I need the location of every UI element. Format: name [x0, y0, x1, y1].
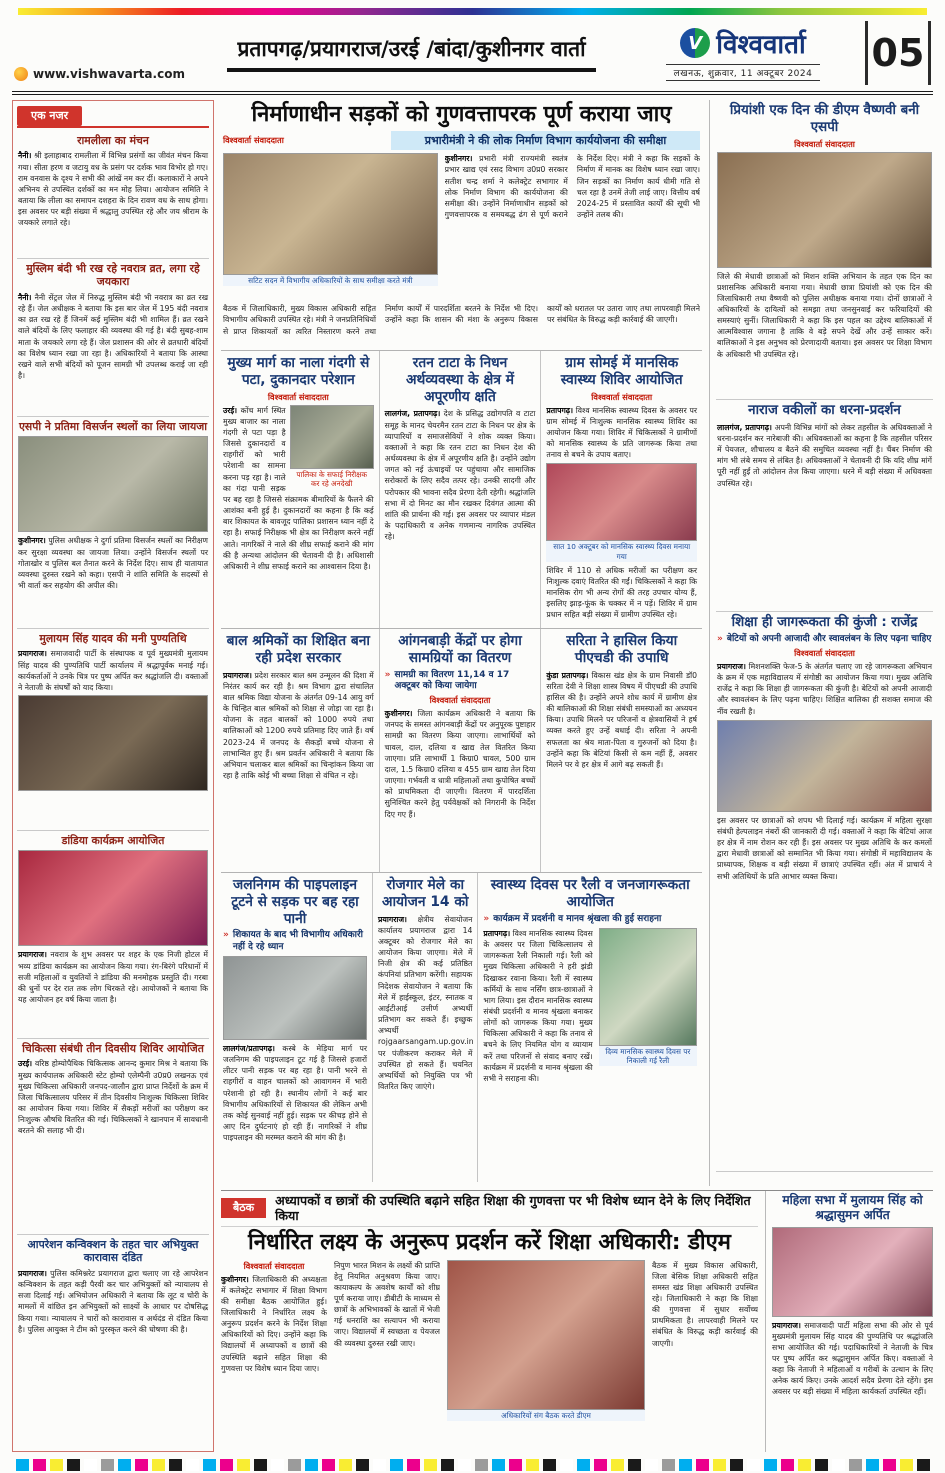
print-bar-cell [305, 1459, 318, 1471]
print-bar-cell [798, 1459, 811, 1471]
print-bar-cell [679, 1459, 692, 1471]
article-swasthya-rally [477, 873, 702, 1182]
article-title: सरिता ने हासिल किया पीएचडी की उपाधि [566, 633, 678, 666]
body-text: जिला कार्यक्रम अधिकारी ने बताया कि जनपद के समस्त आंगनबाड़ी केंद्रों पर अनुपूरक पुष्टाहार सामग्री का वितरण किया जाएगा। लाभार्थियों को चावल, दाल, दलिया व खाद्य तेल वितरित किया जाएगा। प्रति लाभार्थी 1 किग्रा0 चावल, 500 ग्राम दाल, 1.5 किग्रा0 दलिया व 455 ग्राम खाद्य तेल दिया जाएगा। गर्भवती व धात्री महिलाओं तथा कुपोषित बच्चों को प्राथमिकता दी जाएगी। वितरण में पारदर्शिता सुनिश्चित करने हेतु पर्यवेक्षकों को निगरानी के निर्देश दिए गए हैं। [384, 709, 536, 819]
print-bar-cell [577, 1459, 590, 1471]
print-bar-cell [16, 1459, 29, 1471]
article-title: रतन टाटा के निधन अर्थव्यवस्था के क्षेत्र में अपूरणीय क्षति [406, 355, 514, 405]
article-body [18, 292, 208, 381]
byline: विश्ववार्ता संवाददाता [591, 391, 653, 402]
print-bar-cell [458, 1459, 471, 1471]
article-title: मुलायम सिंह यादव की मनी पुण्यतिथि [39, 632, 187, 645]
masthead-brand [629, 21, 857, 85]
print-bar-cell [900, 1459, 913, 1471]
article-body [717, 422, 932, 489]
bullet-text: बेटियों को अपनी आजादी और स्वावलंबन के लिए पढ़ना चाहिए [726, 633, 932, 644]
article-title: महिला सभा में मुलायम सिंह को श्रद्धासुमन अर्पित [782, 1193, 923, 1223]
health-rally-photo [599, 928, 697, 1046]
middle-section [221, 100, 702, 1186]
dateline-place: नैनी। [18, 151, 32, 161]
dateline-place: लालगंज, प्रतापगढ़। [717, 422, 772, 432]
kicker-highlight: प्रभारीमंत्री ने की लोक निर्माण विभाग कार्ययोजना की समीक्षा [391, 131, 700, 150]
article-body-continued: इस अवसर पर छात्राओं को शपथ भी दिलाई गई। कार्यक्रम में महिला सुरक्षा संबंधी हेल्पलाइन नंबरों की जानकारी दी गई। वक्ताओं ने कहा कि बेटियां आज हर क्षेत्र में नाम रोशन कर रही हैं। इस अवसर पर मुख्य अतिथि के कर कमलों द्वारा मेधावी छात्राओं को सम्मानित भी किया गया। संगोष्ठी में महाविद्यालय के प्राध्यापक, शिक्षक व बड़ी संख्या में छात्राएं उपस्थित रहीं। अंत में प्राचार्य ने सभी अतिथियों के प्रति आभार व्यक्त किया। [717, 815, 932, 881]
print-bar-cell [849, 1459, 862, 1471]
article-title: डांडिया कार्यक्रम आयोजित [61, 834, 165, 847]
dateline-place: प्रयागराज। [717, 662, 746, 671]
bottom-headline: निर्धारित लक्ष्य के अनुरूप प्रदर्शन करें शिक्षा अधिकारी: डीएम [248, 1230, 731, 1256]
article-title: नाराज वकीलों का धरना-प्रदर्शन [748, 403, 901, 418]
dandiya-photo [18, 850, 208, 946]
article-body-continued: बैठक में जिलाधिकारी, मुख्य विकास अधिकारी सहित विभागीय अधिकारी उपस्थित रहे। मंत्री ने जनप्रतिनिधियों से प्राप्त शिकायतों का त्वरित निस्तारण करने तथा निर्माण कार्यों में पारदर्शिता बरतने के निर्देश भी दिए। उन्होंने कहा कि शासन की मंशा के अनुरूप विकास कार्यों को धरातल पर उतारा जाए तथा लापरवाही मिलने पर संबंधित के विरुद्ध कड़ी कार्रवाई की जाएगी। [223, 304, 700, 336]
site-logo-icon [14, 67, 28, 81]
seminar-group-photo [717, 720, 932, 812]
print-bar-cell [220, 1459, 233, 1471]
article-title: बाल श्रमिकों का शिक्षित बना रही प्रदेश सरकार [226, 633, 370, 666]
brand-row [680, 25, 805, 61]
print-bar-cell [424, 1459, 437, 1471]
one-day-officer-photo [717, 152, 932, 268]
middle-row-2 [221, 350, 702, 628]
print-bar-cell [747, 1459, 760, 1471]
main-headline: निर्माणाधीन सड़कों को गुणवत्तापरक पूर्ण कराया जाए [251, 102, 672, 127]
article-title: ग्राम सोमई में मानसिक स्वास्थ्य शिविर आयोजित [560, 355, 683, 388]
body-text: क्षेत्रीय सेवायोजन कार्यालय प्रयागराज द्वारा 14 अक्टूबर को रोजगार मेले का आयोजन किया जाएगा। मेले में निजी क्षेत्र की कई प्रतिष्ठित कंपनियां प्रतिभाग करेंगी। सहायक निदेशक सेवायोजन ने बताया कि मेले में हाईस्कूल, इंटर, स्नातक व आईटीआई उत्तीर्ण अभ्यर्थी प्रतिभाग कर सकते हैं। इच्छुक अभ्यर्थी rojgaarsangam.up.gov.in पर पंजीकरण कराकर मेले में उपस्थित हो सकते हैं। चयनित अभ्यर्थियों को नियुक्ति पत्र भी वितरित किए जाएंगे। [378, 914, 474, 1091]
article-title: जलनिगम की पाइपलाइन टूटने से सड़क पर बह रहा पानी [231, 877, 359, 927]
bottom-band [221, 1190, 933, 1452]
article-shiksha-kunji [716, 612, 933, 1172]
bullet-text: शिकायत के बाद भी विभागीय अधिकारी नहीं दे रहे ध्यान [232, 930, 363, 952]
print-bar-cell [84, 1459, 97, 1471]
masthead [12, 19, 933, 95]
article-body: जिले की मेधावी छात्राओं को मिशन शक्ति अभियान के तहत एक दिन का प्रशासनिक अधिकारी बनाया गया। मेधावी छात्रा प्रियांशी को एक दिन की जिलाधिकारी तथा वैष्णवी को पुलिस अधीक्षक बनाया गया। दोनों छात्राओं ने अधिकारियों के दायित्वों को समझा तथा जनसुनवाई कर फरियादियों की समस्याएं सुनीं। जिलाधिकारी ने कहा कि इस पहल का उद्देश्य बालिकाओं में आत्मविश्वास जगाना है ताकि वे बड़े सपने देखें और उन्हें साकार करें। बालिकाओं ने इस अनुभव को प्रेरणादायी बताया। इस अवसर पर शिक्षा विभाग के अधिकारी भी उपस्थित रहे। [717, 271, 932, 359]
body-text: जिलाधिकारी की अध्यक्षता में कलेक्ट्रेट सभागार में शिक्षा विभाग की समीक्षा बैठक आयोजित हुई। जिलाधिकारी ने निर्धारित लक्ष्य के अनुरूप प्रदर्शन करने के निर्देश शिक्षा अधिकारियों को दिए। उन्होंने कहा कि विद्यालयों में अध्यापकों व छात्रों की उपस्थिति बढ़ाने सहित शिक्षा की गुणवत्ता पर विशेष ध्यान दिया जाए। [221, 1274, 327, 1373]
pipeline-leak-photo [223, 956, 367, 1040]
print-bar-cell [713, 1459, 726, 1471]
middle-row-3 [221, 628, 702, 872]
body-text: समाजवादी पार्टी महिला सभा की ओर से पूर्व मुख्यमंत्री मुलायम सिंह यादव की पुण्यतिथि पर श्रद्धांजलि सभा आयोजित की गई। पदाधिकारियों ने नेताजी के चित्र पर पुष्प अर्पित कर श्रद्धासुमन अर्पित किए। वक्ताओं ने कहा कि नेताजी ने महिलाओं व गरीबों के उत्थान के लिए अनेक कार्य किए। उनके आदर्श सदैव प्रेरणा देते रहेंगे। इस अवसर पर बड़ी संख्या में महिला कार्यकर्ता उपस्थित रहीं। [772, 1320, 933, 1397]
section-label: एक नजर [17, 106, 82, 126]
print-bar-cell [390, 1459, 403, 1471]
website-url: www.vishwavarta.com [33, 67, 185, 81]
print-bar-cell [186, 1459, 199, 1471]
dateline-place: उरई। [18, 1059, 33, 1069]
print-bar-cell [356, 1459, 369, 1471]
dateline-place: प्रयागराज। [378, 914, 407, 924]
highlight-bullet [385, 670, 536, 693]
dateline-place: प्रयागराज। [18, 1268, 47, 1278]
print-color-strip-bottom [12, 1457, 933, 1473]
article-title: आंगनबाड़ी केंद्रों पर होगा सामग्रियों का वितरण [398, 633, 522, 666]
dm-meeting-figure [447, 1260, 645, 1448]
tribute-photo [18, 695, 208, 791]
print-bar-cell [152, 1459, 165, 1471]
highlight-bullet [483, 914, 697, 925]
byline: विश्ववार्ता संवाददाता [243, 1260, 305, 1271]
photo-caption: अधिकारियों संग बैठक करते डीएम [447, 1410, 645, 1421]
main-column [221, 100, 933, 1452]
print-bar-cell [560, 1459, 573, 1471]
article-title: रोजगार मेले का आयोजन 14 को [381, 877, 469, 910]
body-text: विश्व मानसिक स्वास्थ्य दिवस के अवसर पर ग्राम सोमई में निःशुल्क मानसिक स्वास्थ्य शिविर का आयोजन किया गया। शिविर में चिकित्सकों ने ग्रामीणों को मानसिक स्वास्थ्य के प्रति जागरूक किया तथा तनाव से बचने के उपाय बताए। [546, 405, 698, 460]
article-title: रामलीला का मंचन [77, 134, 149, 147]
print-bar-cell [662, 1459, 675, 1471]
article-chikitsa-shivir [17, 1039, 209, 1235]
body-text: वरिष्ठ होम्योपैथिक चिकित्सक आनन्द कुमार मिश्र ने बताया कि मुख्य कार्यपालक अधिकारी स्टेट होम्यो एलेम्पैनी उ0प्र0 लखनऊ एवं मुख्य चिकित्सा अधिकारी जनपद-जालौन द्वारा प्राप्त निर्देशों के क्रम में जिला चिकित्सालय परिसर में तीन दिवसीय निःशुल्क चिकित्सा शिविर का आयोजन किया गया। शिविर में सैकड़ों मरीजों का परीक्षण कर निःशुल्क औषधि वितरित की गई। चिकित्सकों ने खानपान में सावधानी बरतने की सलाह भी दी। [18, 1059, 208, 1136]
article-sp-visarjan [17, 417, 209, 629]
article-body [223, 670, 374, 782]
print-bar-cell [339, 1459, 352, 1471]
print-bar-cell [373, 1459, 386, 1471]
byline: विश्ववार्ता संवाददाता [794, 138, 855, 149]
article-ramlila [17, 131, 209, 259]
article-sarita-phd [540, 629, 702, 872]
bottom-col-3 [652, 1260, 758, 1448]
swasthya-row [483, 928, 697, 1084]
dateline-place: प्रतापगढ़। [546, 405, 574, 415]
print-bar-cell [101, 1459, 114, 1471]
article-body [445, 153, 700, 299]
bullet-chevron-icon: » [717, 633, 723, 644]
body-text: प्रदेश सरकार बाल श्रम उन्मूलन की दिशा में निरंतर कार्य कर रही है। श्रम विभाग द्वारा संचालित बाल श्रमिक विद्या योजना के अंतर्गत 09-14 आयु वर्ग के चिन्हित बाल श्रमिकों को शिक्षा से जोड़ा जा रहा है। योजना के तहत बालकों को 1000 रुपये तथा बालिकाओं को 1200 रुपये प्रतिमाह दिए जाते हैं। वर्ष 2023-24 में जनपद के सैकड़ों बच्चे योजना से लाभान्वित हुए हैं। श्रम प्रवर्तन अधिकारी ने बताया कि अभियान चलाकर बाल श्रमिकों का चिन्हांकन किया जा रहा है ताकि कोई भी बच्चा शिक्षा से वंचित न रहे। [223, 670, 374, 781]
article-body [223, 1043, 367, 1143]
rally-figure [599, 928, 697, 1084]
bullet-chevron-icon: » [483, 913, 490, 924]
body-text: अपनी विभिन्न मांगों को लेकर तहसील के अधिवक्ताओं ने धरना-प्रदर्शन कर नारेबाजी की। अधिवक्ताओं का कहना है कि तहसील परिसर में पेयजल, शौचालय व बैठने की समुचित व्यवस्था नहीं है। चैंबर निर्माण की मांग भी लंबे समय से लंबित है। अधिवक्ताओं ने चेतावनी दी कि यदि शीघ्र मांगें पूरी नहीं हुईं तो आंदोलन तेज किया जाएगा। धरने में बड़ी संख्या में अधिवक्ता उपस्थित रहे। [717, 422, 932, 488]
middle-row-4 [221, 872, 702, 1182]
article-body [18, 1058, 208, 1136]
print-bar-cell [203, 1459, 216, 1471]
print-bar-cell [254, 1459, 267, 1471]
article-nala [221, 351, 379, 628]
article-body [772, 1320, 933, 1398]
body-text: नवरात्र के शुभ अवसर पर शहर के एक निजी होटल में भव्य डांडिया कार्यक्रम का आयोजन किया गया। रंग-बिरंगे परिधानों में सजी महिलाओं व युवतियों ने डांडिया की मनमोहक प्रस्तुति दी। गरबा की धुनों पर देर रात तक लोग थिरकते रहे। आयोजकों ने बताया कि यह आयोजन हर वर्ष किया जाता है। [18, 950, 208, 1005]
article-mahila-sabha [765, 1191, 933, 1452]
print-bar-cell [50, 1459, 63, 1471]
article-body [483, 928, 592, 1084]
print-bar-cell [594, 1459, 607, 1471]
article-title: आपरेशन कन्विक्शन के तहत चार अभियुक्त कारावास दंडित [27, 1238, 199, 1265]
body-text: देश के प्रसिद्ध उद्योगपति व टाटा समूह के मानद चेयरमैन रतन टाटा के निधन पर क्षेत्र के व्यापारियों व समाजसेवियों ने शोक व्यक्त किया। वक्ताओं ने कहा कि रतन टाटा का निधन देश की अर्थव्यवस्था के क्षेत्र में अपूरणीय क्षति है। उन्होंने उद्योग जगत को नई ऊंचाइयों पर पहुंचाया और सामाजिक सरोकारों के लिए सदैव तत्पर रहे। उनकी सादगी और परोपकार की भावना सदैव प्रेरणा देती रहेगी। श्रद्धांजलि सभा में दो मिनट का मौन रखकर दिवंगत आत्मा की शांति की प्रार्थना की गई। इस अवसर पर व्यापार मंडल के पदाधिकारी व अनेक गणमान्य नागरिक उपस्थित रहे। [384, 409, 536, 542]
right-rail [709, 100, 933, 1186]
print-bar-cell [611, 1459, 624, 1471]
dateline-place: प्रतापगढ़। [483, 928, 511, 938]
masthead-left [14, 21, 194, 85]
article-body [385, 408, 536, 542]
article-title: प्रियांशी एक दिन की डीएम वैष्णवी बनी एसपी [729, 103, 920, 135]
photo-caption: दिव्य मानसिक स्वास्थ्य दिवस पर निकाली गई रैली [599, 1046, 697, 1066]
nala-figure [290, 405, 374, 489]
bullet-chevron-icon: » [223, 930, 229, 941]
dateline-place: प्रयागराज। [18, 649, 47, 659]
article-bal-shramik [221, 629, 379, 872]
article-body [717, 661, 932, 717]
print-bar-cell [288, 1459, 301, 1471]
brand-logo-icon: V [680, 28, 710, 58]
print-bar-cell [509, 1459, 522, 1471]
print-bar-cell [135, 1459, 148, 1471]
dateline-place: कुशीनगर। [221, 1274, 249, 1284]
article-dm-meeting [221, 1191, 758, 1452]
bullet-text: सामग्री का वितरण 11,14 व 17 अक्टूबर को किया जायेगा [394, 669, 510, 691]
print-bar-cell [764, 1459, 777, 1471]
meeting-strip [221, 1191, 758, 1227]
article-title: मुख्य मार्ग का नाला गंदगी से पटा, दुकानदार परेशान [227, 355, 370, 388]
dateline-place: प्रयागराज। [223, 670, 252, 680]
dateline-place: प्रयागराज। [18, 950, 47, 960]
body-text: विकास खंड क्षेत्र के ग्राम निवासी डॉ0 सरिता देवी ने शिक्षा शास्त्र विषय में पीएचडी की उपाधि हासिल की है। उन्होंने अपने शोध कार्य में ग्रामीण क्षेत्र की बालिकाओं की शिक्षा संबंधी समस्याओं का अध्ययन किया। उपाधि मिलने पर परिजनों व क्षेत्रवासियों ने हर्ष व्यक्त करते हुए उन्हें बधाई दी। सरिता ने अपनी सफलता का श्रेय माता-पिता व गुरुजनों को दिया है। उन्होंने कहा कि बेटियां किसी से कम नहीं हैं, अवसर मिलने पर वे हर क्षेत्र में आगे बढ़ सकती हैं। [546, 670, 698, 769]
health-camp-photo [546, 463, 697, 541]
article-mulayam-punyatithi [17, 629, 209, 831]
bottom-columns [221, 1260, 758, 1448]
dateline-place: लालगंज, प्रतापगढ़। [384, 409, 441, 419]
article-muslim-bandi [17, 259, 209, 417]
print-bar-cell [407, 1459, 420, 1471]
print-bar-cell [169, 1459, 182, 1471]
drain-garbage-photo [290, 405, 374, 469]
article-title: स्वास्थ्य दिवस पर रैली व जनजागरूकता आयोजित [490, 877, 690, 910]
left-rail [12, 100, 214, 1452]
bullet-chevron-icon: » [384, 669, 391, 680]
body-text: कोंच मार्ग स्थित मुख्य बाजार का नाला गंदगी से पटा पड़ा है जिससे दुकानदारों व राहगीरों को भारी परेशानी का सामना करना पड़ रहा है। नाले का गंदा पानी सड़क पर बह रहा है जिससे संक्रामक बीमारियों के फैलने की आशंका बनी हुई है। दुकानदारों का कहना है कि कई बार शिकायत के बावजूद पालिका प्रशासन ध्यान नहीं दे रहा है। सफाई निरीक्षक भी क्षेत्र का निरीक्षण करने नहीं आते। नागरिकों ने नाले की शीघ्र सफाई कराने की मांग की है अन्यथा आंदोलन की चेतावनी दी है। अधिशासी अधिकारी ने शीघ्र सफाई कराने का आश्वासन दिया है। [223, 405, 374, 571]
print-bar-cell [441, 1459, 454, 1471]
article-body [18, 949, 208, 1005]
article-ratan-tata [379, 351, 541, 628]
bullet-text: कार्यक्रम में प्रदर्शनी व मानव श्रृंखला की हुई सराहना [493, 913, 662, 924]
print-bar-cell [866, 1459, 879, 1471]
region-title: प्रतापगढ़/प्रयागराज/उरई /बांदा/कुशीनगर वार्ता [227, 35, 595, 72]
print-bar-cell [67, 1459, 80, 1471]
dateline: लखनऊ, शुक्रवार, 11 अक्टूबर 2024 [666, 64, 821, 81]
body-text: कस्बे के मेड़िया मार्ग पर जलनिगम की पाइपलाइन टूट गई है जिससे हजारों लीटर पानी सड़क पर बह रहा है। पानी भरने से राहगीरों व वाहन चालकों को आवागमन में भारी परेशानी हो रही है। स्थानीय लोगों ने कई बार विभागीय अधिकारियों से शिकायत की लेकिन अभी तक कोई सुनवाई नहीं हुई। सड़क पर कीचड़ होने से आए दिन दुर्घटनाएं हो रही हैं। नागरिकों ने शीघ्र पाइपलाइन की मरम्मत कराने की मांग की है। [223, 1043, 368, 1143]
body-text: श्री इलाहाबाद रामलीला में विभिन्न प्रसंगों का जीवंत मंचन किया गया। सीता हरण व जटायु वध के प्रसंग पर दर्शक भाव विभोर हो गए। राम वनवास के दृश्य ने सभी की आंखें नम कर दीं। कलाकारों ने अपने अभिनय से उपस्थित दर्शकों का मन मोह लिया। आयोजन समिति ने बताया कि लीला का समापन दशहरा के दिन रावण वध के साथ होगा। इस अवसर पर बड़ी संख्या में श्रद्धालु उपस्थित रहे और जय श्रीराम के जयकारे लगाते रहे। [18, 151, 208, 228]
body-text: विश्व मानसिक स्वास्थ्य दिवस के अवसर पर जिला चिकित्सालय से जागरूकता रैली निकाली गई। रैली को मुख्य चिकित्सा अधिकारी ने हरी झंडी दिखाकर रवाना किया। रैली में स्वास्थ्य कर्मियों के साथ नर्सिंग छात्र-छात्राओं ने भाग लिया। इस दौरान मानसिक स्वास्थ्य संबंधी प्रदर्शनी व मानव श्रृंखला बनाकर लोगों को जागरूक किया गया। मुख्य चिकित्सा अधिकारी ने कहा कि तनाव से बचने के लिए नियमित योग व व्यायाम करें तथा परिजनों से संवाद बनाए रखें। कार्यक्रम में प्रदर्शनी व मानव श्रृंखला की सभी ने सराहना की। [483, 928, 593, 1083]
print-bar-cell [781, 1459, 794, 1471]
article-body [385, 708, 536, 820]
article-body-continued: शिविर में 110 से अधिक मरीजों का परीक्षण कर निःशुल्क दवाएं वितरित की गईं। चिकित्सकों ने कहा कि मानसिक रोग भी अन्य रोगों की तरह उपचार योग्य हैं, इसलिए झाड़-फूंक के चक्कर में न पड़ें। शिविर में ग्राम प्रधान सहित बड़ी संख्या में ग्रामीण उपस्थित रहे। [546, 565, 698, 620]
dateline-place: कुशीनगर। [384, 709, 413, 719]
print-bar-cell [118, 1459, 131, 1471]
article-somai-shivir [540, 351, 702, 628]
photo-caption: पालिका के सफाई निरीक्षक कर रहे अनदेखी [296, 469, 367, 488]
print-bar-cell [322, 1459, 335, 1471]
body-text: मिशनशक्ति फेज-5 के अंतर्गत चलाए जा रहे जागरूकता अभियान के क्रम में एक महाविद्यालय में संगोष्ठी का आयोजन किया गया। मुख्य अतिथि राजेंद्र ने कहा कि शिक्षा ही जागरूकता की कुंजी है। बेटियों को अपनी आजादी और स्वावलंबन के लिए पढ़ना चाहिए। शिक्षित बालिका ही सशक्त समाज की नींव रखती है। [717, 662, 932, 716]
article-body [221, 1274, 327, 1374]
body-text: नैनी सेंट्रल जेल में निरुद्ध मुस्लिम बंदी भी नवरात्र का व्रत रख रहे हैं। जेल अधीक्षक ने बताया कि इस बार जेल में 195 बंदी नवरात्र का व्रत रख रहे हैं जिनमें कई मुस्लिम बंदी भी शामिल हैं। व्रत रखने वाले बंदियों के लिए फलाहार की व्यवस्था की गई है। बंदी सुबह-शाम माता के जयकारे लगा रहे हैं। जेल प्रशासन की ओर से व्रतधारी बंदियों का विशेष ध्यान रखा जा रहा है। अधिकारियों ने बताया कि आस्था रखने वाले सभी बंदियों को पूजन सामग्री भी उपलब्ध कराई जा रही है। [18, 292, 208, 381]
dateline-place: कुंडा प्रतापगढ़। [546, 670, 589, 680]
print-bar-cell [917, 1459, 930, 1471]
article-title: मुस्लिम बंदी भी रख रहे नवरात्र व्रत, लगा रहे जयकारा [26, 262, 200, 289]
body-text: समाजवादी पार्टी के संस्थापक व पूर्व मुख्यमंत्री मुलायम सिंह यादव की पुण्यतिथि पार्टी कार्यालय में श्रद्धापूर्वक मनाई गई। कार्यकर्ताओं ने उनके चित्र पर पुष्प अर्पित कर श्रद्धांजलि दी। वक्ताओं ने नेताजी के संघर्षों को याद किया। [18, 649, 208, 692]
main-subhead-row [223, 131, 700, 150]
print-bar-cell [543, 1459, 556, 1471]
body-text: प्रभारी मंत्री राज्यमंत्री स्वतंत्र प्रभार खाद्य एवं रसद विभाग उ0प्र0 सरकार सतीश चन्द्र शर्मा ने कलेक्ट्रेट सभागार में लोक निर्माण विभाग की कार्ययोजना की समीक्षा की। उन्होंने निर्माणाधीन सड़कों को गुणवत्तापरक व समयबद्ध ढंग से पूर्ण कराने के निर्देश दिए। मंत्री ने कहा कि सड़कों के निर्माण में मानक का विशेष ध्यान रखा जाए। जिन सड़कों का निर्माण कार्य धीमी गति से चल रहा है उनमें तेजी लाई जाए। वित्तीय वर्ष 2024-25 में प्रस्तावित कार्यों की सूची भी उन्होंने तलब की। [444, 154, 700, 220]
article-title: एसपी ने प्रतिमा विसर्जन स्थलों का लिया जायजा [18, 420, 208, 433]
byline: विश्ववार्ता संवाददाता [223, 135, 284, 146]
main-story-row [223, 153, 700, 299]
article-body [546, 405, 697, 461]
body-text: पुलिस कमिश्नरेट प्रयागराज द्वारा चलाए जा रहे आपरेशन कन्विक्शन के तहत कड़ी पैरवी कर चार अभियुक्तों को न्यायालय से सजा दिलाई गई। अभियोजन अधिकारी ने बताया कि लूट व चोरी के मामलों में वांछित इन अभियुक्तों को साक्ष्यों के आधार पर दोषसिद्ध किया गया। न्यायालय ने चारों को कारावास व अर्थदंड से दंडित किया है। पुलिस आयुक्त ने टीम को पुरस्कृत करने की घोषणा की है। [18, 1268, 208, 1334]
byline: विश्ववार्ता संवाददाता [429, 695, 491, 706]
photo-caption: सटिट सदन में विभागीय अधिकारियों के साथ समीक्षा करते मंत्री [223, 275, 438, 286]
jalnigam-figure [223, 956, 367, 1040]
print-bar-cell [526, 1459, 539, 1471]
article-vakil-dharna [716, 400, 933, 612]
print-color-strip-top [18, 8, 927, 15]
article-title: चिकित्सा संबंधी तीन दिवसीय शिविर आयोजित [22, 1042, 204, 1055]
page-number: 05 [865, 21, 931, 85]
dateline-place: कुशीनगर। [18, 536, 46, 546]
print-bar-cell [237, 1459, 250, 1471]
body-text: पुलिस अधीक्षक ने दुर्गा प्रतिमा विसर्जन स्थलों का निरीक्षण कर सुरक्षा व्यवस्था का जायजा लिया। उन्होंने विसर्जन स्थलों पर गोताखोर व पुलिस बल तैनात करने के निर्देश दिए। साथ ही यातायात व्यवस्था दुरुस्त रखने को कहा। एसपी ने शांति समिति के सदस्यों से भी वार्ता कर सहयोग की अपील की। [18, 536, 208, 591]
somai-figure [546, 463, 697, 561]
article-anganbadi [379, 629, 541, 872]
print-bar-cell [492, 1459, 505, 1471]
print-bar-cell [696, 1459, 709, 1471]
print-bar-cell [645, 1459, 658, 1471]
print-bar-cell [271, 1459, 284, 1471]
section-header [17, 104, 209, 128]
print-bar-cell [730, 1459, 743, 1471]
article-priyanshi-dm [716, 100, 933, 400]
dateline-place: लालगंज/प्रतापगढ़। [223, 1043, 275, 1053]
article-main-story [221, 100, 702, 350]
dateline-place: नैनी। [18, 292, 32, 302]
print-bar-cell [33, 1459, 46, 1471]
top-section [221, 100, 933, 1186]
strip-headline: अध्यापकों व छात्रों की उपस्थिति बढ़ाने सहित शिक्षा की गुणवत्ता पर भी विशेष ध्यान देने के लिए निर्देशित किया [275, 1193, 751, 1224]
dateline-place: प्रयागराज। [772, 1320, 801, 1330]
dateline-place: कुशीनगर। [444, 154, 473, 164]
print-bar-cell [815, 1459, 828, 1471]
article-title: शिक्षा ही जागरूकता की कुंजी : राजेंद्र [731, 615, 918, 630]
article-body [546, 670, 697, 770]
article-body [378, 914, 472, 1093]
article-body [18, 535, 208, 591]
print-bar-cell [832, 1459, 845, 1471]
masthead-center [194, 21, 629, 85]
highlight-bullet [223, 930, 367, 953]
byline: विश्ववार्ता संवाददाता [794, 648, 855, 658]
article-body: बैठक में मुख्य विकास अधिकारी, जिला बेसिक शिक्षा अधिकारी सहित समस्त खंड शिक्षा अधिकारी उपस्थित रहे। जिलाधिकारी ने कहा कि शिक्षा की गुणवत्ता में सुधार सर्वोच्च प्राथमिकता है। लापरवाही मिलने पर संबंधित के विरुद्ध कड़ी कार्रवाई की जाएगी। [652, 1260, 758, 1348]
print-bar-cell [883, 1459, 896, 1471]
print-bar-cell [475, 1459, 488, 1471]
byline: विश्ववार्ता संवाददाता [267, 391, 329, 402]
review-meeting-photo [223, 153, 438, 275]
section-badge: बैठक [221, 1198, 266, 1218]
mahila-sabha-photo [772, 1227, 933, 1317]
sp-inspection-photo [18, 436, 208, 532]
highlight-bullet [717, 634, 932, 645]
bottom-col-1 [221, 1260, 327, 1448]
article-body: निपुण भारत मिशन के लक्ष्यों की प्राप्ति हेतु नियमित अनुश्रवण किया जाए। कायाकल्प के अवशेष कार्यों को शीघ्र पूर्ण कराया जाए। डीबीटी के माध्यम से छात्रों के अभिभावकों के खातों में भेजी गई धनराशि का सत्यापन भी कराया जाए। विद्यालयों में स्वच्छता व पेयजल की व्यवस्था दुरुस्त रखी जाए। [334, 1260, 440, 1348]
brand-name: विश्ववार्ता [716, 30, 806, 60]
article-operation-conviction [17, 1235, 209, 1435]
print-bar-cell [628, 1459, 641, 1471]
bottom-col-2 [334, 1260, 440, 1448]
article-body [18, 150, 208, 228]
photo-caption: सात 10 अक्टूबर को मानसिक स्वास्थ्य दिवस मनाया गया [546, 541, 697, 561]
content-grid [12, 100, 933, 1452]
article-body [18, 648, 208, 693]
article-dandiya [17, 831, 209, 1039]
dateline-place: उरई। [223, 405, 238, 415]
article-rojgar-mela [372, 873, 477, 1182]
dm-meeting-photo [447, 1260, 645, 1410]
main-story-figure [223, 153, 438, 299]
article-jalnigam [221, 873, 372, 1182]
article-body [18, 1268, 208, 1335]
